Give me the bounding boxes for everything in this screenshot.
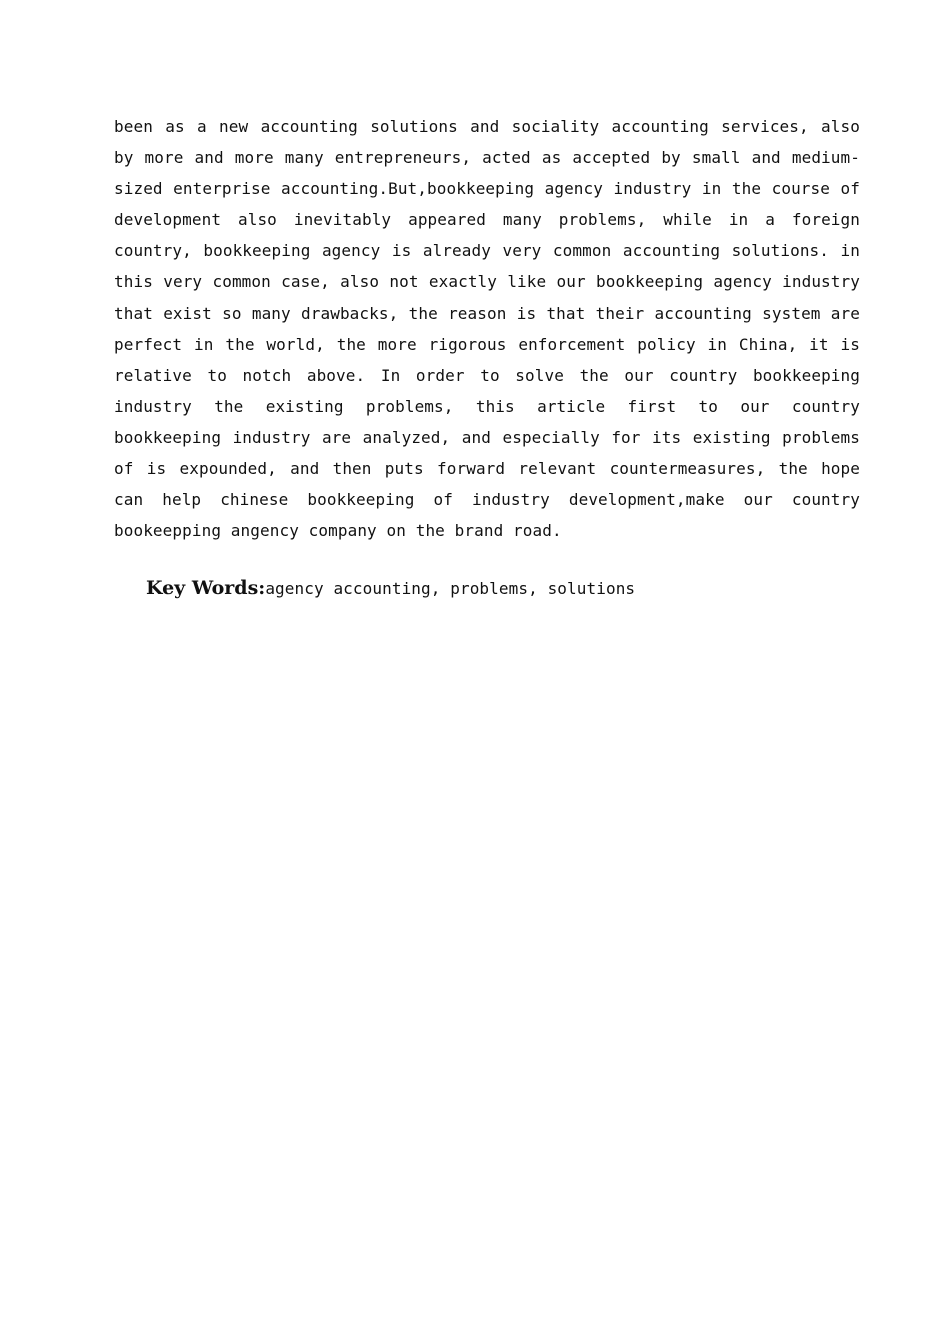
abstract-body-text: been as a new accounting solutions and sociality accounting services, also by more and more many entrepreneurs, acted as accepted by small and medium-sized enterprise accounting.But,bookkeeping agency industry in the course of development also inevitably appeared many problems, while in a foreign country, bookkeeping agency is already very common accounting solutions. in this very common case, also not exactly like our bookkeeping agency industry that exist so many drawbacks, the reason is that their accounting system are perfect in the world, the more rigorous enforcement policy in China, it is relative to notch above. In order to solve the our country bookkeeping industry the existing problems, this article first to our country bookkeeping industry are analyzed, and especially for its existing problems of is expounded, and then puts forward relevant countermeasures, the hope can help chinese bookkeeping of industry development,make our country bookeepping angency company on the brand road. [114,117,860,541]
keywords-line [146,577,860,599]
keywords-value: agency accounting, problems, solutions [265,579,636,598]
keywords-label: Key Words: [146,577,266,599]
